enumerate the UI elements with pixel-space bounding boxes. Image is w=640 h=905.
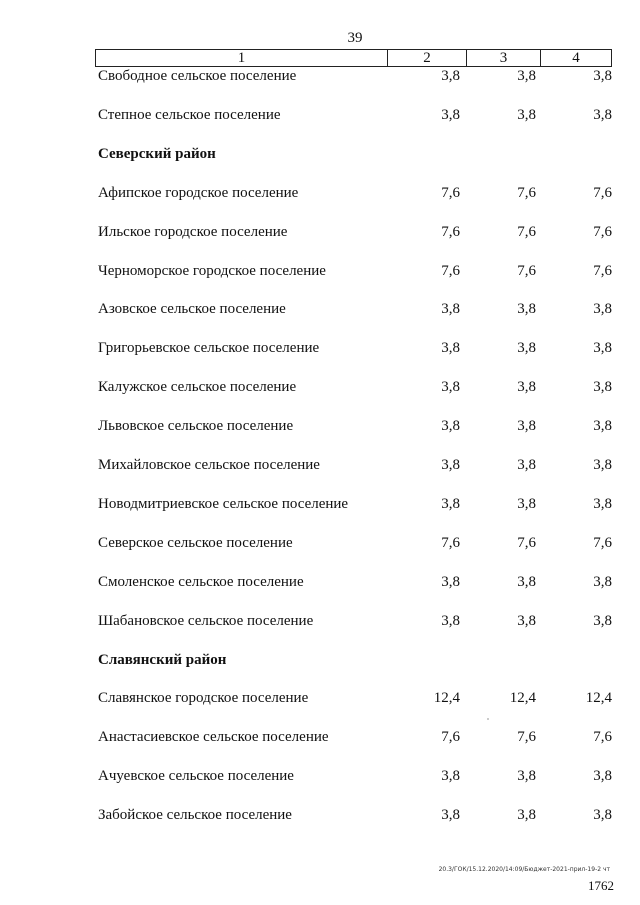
value-col-2: 3,8 (441, 418, 460, 435)
value-col-2: 3,8 (441, 68, 460, 84)
table-row (0, 494, 640, 514)
value-col-4: 12,4 (585, 690, 612, 707)
value-col-4: 3,8 (593, 495, 612, 512)
value-col-4: 3,8 (593, 301, 612, 318)
settlement-name: Северское сельское поселение (98, 534, 293, 551)
scan-speck (487, 718, 489, 720)
value-col-3: 7,6 (517, 223, 536, 240)
value-col-4: 3,8 (593, 573, 612, 590)
settlement-name: Азовское сельское поселение (98, 301, 286, 318)
value-col-4: 3,8 (593, 340, 612, 357)
settlement-name: Анастасиевское сельское поселение (98, 729, 329, 746)
value-col-4: 3,8 (593, 68, 612, 84)
value-col-3: 3,8 (517, 379, 536, 396)
settlement-name: Новодмитриевское сельское поселение (98, 495, 349, 512)
table-row (0, 66, 640, 86)
value-col-3: 7,6 (517, 534, 536, 551)
value-col-2: 7,6 (441, 729, 460, 746)
footer-code: 20.3/ГОК/15.12.2020/14:09/Бюджет-2021-прил-19-2 чт (438, 866, 610, 873)
value-col-3: 3,8 (517, 573, 536, 590)
value-col-3: 7,6 (517, 184, 536, 201)
value-col-3: 3,8 (517, 495, 536, 512)
value-col-3: 7,6 (517, 262, 536, 279)
settlement-name: Смоленское сельское поселение (98, 573, 304, 590)
header-col-2: 2 (388, 50, 467, 66)
settlement-name: Ачуевское сельское поселение (98, 768, 294, 785)
value-col-4: 3,8 (593, 379, 612, 396)
value-col-2: 3,8 (441, 573, 460, 590)
table-header (95, 49, 612, 67)
district-heading-row (0, 144, 640, 164)
value-col-2: 3,8 (441, 106, 460, 123)
value-col-4: 7,6 (593, 223, 612, 240)
table-row (0, 105, 640, 125)
value-col-3: 7,6 (517, 729, 536, 746)
table-row (0, 377, 640, 397)
settlement-name: Михайловское сельское поселение (98, 457, 320, 473)
value-col-3: 3,8 (517, 418, 536, 435)
district-name: Северский район (98, 145, 216, 162)
table-row (0, 455, 640, 475)
value-col-2: 3,8 (441, 457, 460, 473)
settlement-name: Афипское городское поселение (98, 184, 299, 201)
table-row (0, 727, 640, 747)
settlement-name: Григорьевское сельское поселение (98, 340, 320, 357)
header-col-3: 3 (467, 50, 541, 66)
value-col-4: 3,8 (593, 418, 612, 435)
settlement-name: Ильское городское поселение (98, 223, 288, 240)
value-col-2: 3,8 (441, 612, 460, 629)
table-row (0, 299, 640, 319)
value-col-2: 12,4 (433, 690, 460, 707)
value-col-4: 7,6 (593, 262, 612, 279)
table-row (0, 611, 640, 631)
settlement-name: Забойское сельское поселение (98, 807, 292, 824)
district-name: Славянский район (98, 651, 227, 668)
value-col-4: 3,8 (593, 807, 612, 824)
header-col-1: 1 (96, 50, 388, 66)
table-row (0, 533, 640, 553)
value-col-3: 3,8 (517, 301, 536, 318)
value-col-3: 3,8 (517, 807, 536, 824)
table-row (0, 688, 640, 708)
value-col-2: 7,6 (441, 184, 460, 201)
district-heading-row (0, 650, 640, 670)
value-col-2: 3,8 (441, 379, 460, 396)
table-row (0, 572, 640, 592)
value-col-3: 3,8 (517, 68, 536, 84)
header-col-4: 4 (572, 50, 580, 66)
value-col-3: 12,4 (509, 690, 536, 707)
value-col-2: 3,8 (441, 768, 460, 785)
value-col-2: 7,6 (441, 262, 460, 279)
settlement-name: Славянское городское поселение (98, 690, 309, 707)
value-col-4: 3,8 (593, 612, 612, 629)
value-col-4: 3,8 (593, 768, 612, 785)
value-col-4: 3,8 (593, 106, 612, 123)
value-col-3: 3,8 (517, 340, 536, 357)
settlement-name: Львовское сельское поселение (98, 418, 294, 435)
value-col-2: 3,8 (441, 807, 460, 824)
value-col-4: 7,6 (593, 534, 612, 551)
settlement-name: Свободное сельское поселение (98, 68, 297, 84)
value-col-4: 3,8 (593, 457, 612, 473)
footer-sheet-number: 1762 (588, 878, 614, 893)
value-col-3: 3,8 (517, 612, 536, 629)
settlement-name: Калужское сельское поселение (98, 379, 297, 396)
table-row (0, 805, 640, 825)
page-number: 39 (347, 30, 363, 46)
value-col-2: 3,8 (441, 495, 460, 512)
value-col-4: 7,6 (593, 184, 612, 201)
table-row (0, 183, 640, 203)
value-col-4: 7,6 (593, 729, 612, 746)
value-col-3: 3,8 (517, 106, 536, 123)
table-row (0, 766, 640, 786)
table-row (0, 222, 640, 242)
value-col-2: 7,6 (441, 223, 460, 240)
value-col-2: 3,8 (441, 301, 460, 318)
settlement-name: Черноморское городское поселение (98, 262, 326, 279)
table-row (0, 338, 640, 358)
value-col-3: 3,8 (517, 768, 536, 785)
settlement-name: Степное сельское поселение (98, 106, 281, 123)
value-col-2: 3,8 (441, 340, 460, 357)
value-col-2: 7,6 (441, 534, 460, 551)
table-row (0, 416, 640, 436)
settlement-name: Шабановское сельское поселение (98, 612, 314, 629)
table-row (0, 261, 640, 281)
value-col-3: 3,8 (517, 457, 536, 473)
